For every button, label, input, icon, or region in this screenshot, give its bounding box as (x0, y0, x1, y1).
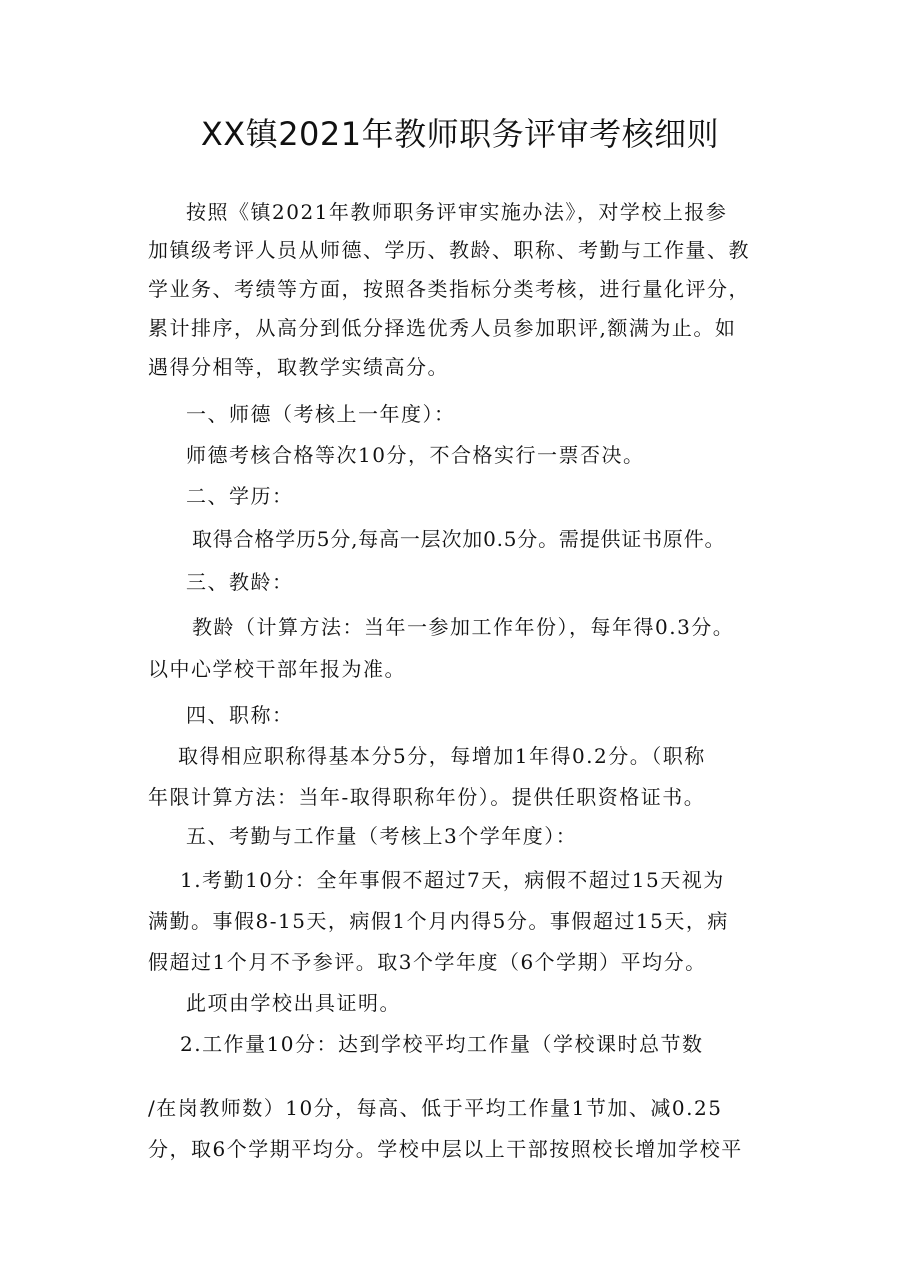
document-title: XX镇2021年教师职务评审考核细则 (200, 115, 720, 153)
paragraph-line: 遇得分相等，取教学实绩高分。 (148, 355, 449, 379)
paragraph-line: 以中心学校干部年报为准。 (148, 657, 406, 681)
paragraph-line: 按照《镇2021年教师职务评审实施办法》，对学校上报参 (186, 200, 728, 224)
paragraph-line: 假超过1个月不予参评。取3个学年度（6个学期）平均分。 (148, 950, 707, 974)
paragraph-line: 分，取6个学期平均分。学校中层以上干部按照校长增加学校平 (148, 1137, 743, 1161)
section-heading: 二、学历： (186, 484, 294, 508)
paragraph-line: 1.考勤10分：全年事假不超过7天，病假不超过15天视为 (180, 868, 725, 892)
paragraph-line: 师德考核合格等次10分，不合格实行一票否决。 (186, 443, 645, 467)
paragraph-line: /在岗教师数）10分，每高、低于平均工作量1节加、减0.25 (148, 1096, 723, 1120)
section-heading: 一、师德（考核上一年度）： (186, 402, 456, 426)
paragraph-line: 教龄（计算方法：当年一参加工作年份），每年得0.3分。 (192, 615, 735, 639)
paragraph-line: 满勤。事假8-15天，病假1个月内得5分。事假超过15天，病 (148, 909, 729, 933)
paragraph-line: 2.工作量10分：达到学校平均工作量（学校课时总节数 (180, 1032, 704, 1056)
paragraph-line: 取得相应职称得基本分5分，每增加1年得0.2分。（职称 (178, 744, 706, 768)
paragraph-line: 学业务、考绩等方面，按照各类指标分类考核，进行量化评分， (148, 277, 750, 301)
paragraph-line: 累计排序，从高分到低分择选优秀人员参加职评,额满为止。如 (148, 316, 737, 340)
paragraph-line: 加镇级考评人员从师德、学历、教龄、职称、考勤与工作量、教 (148, 238, 750, 262)
section-heading: 四、职称： (186, 703, 294, 727)
section-heading: 三、教龄： (186, 570, 294, 594)
paragraph-line: 取得合格学历5分,每高一层次加0.5分。需提供证书原件。 (192, 527, 726, 551)
paragraph-line: 此项由学校出具证明。 (186, 991, 401, 1015)
section-heading: 五、考勤与工作量（考核上3个学年度）： (186, 824, 578, 848)
paragraph-line: 年限计算方法：当年-取得职称年份）。提供任职资格证书。 (148, 785, 706, 809)
